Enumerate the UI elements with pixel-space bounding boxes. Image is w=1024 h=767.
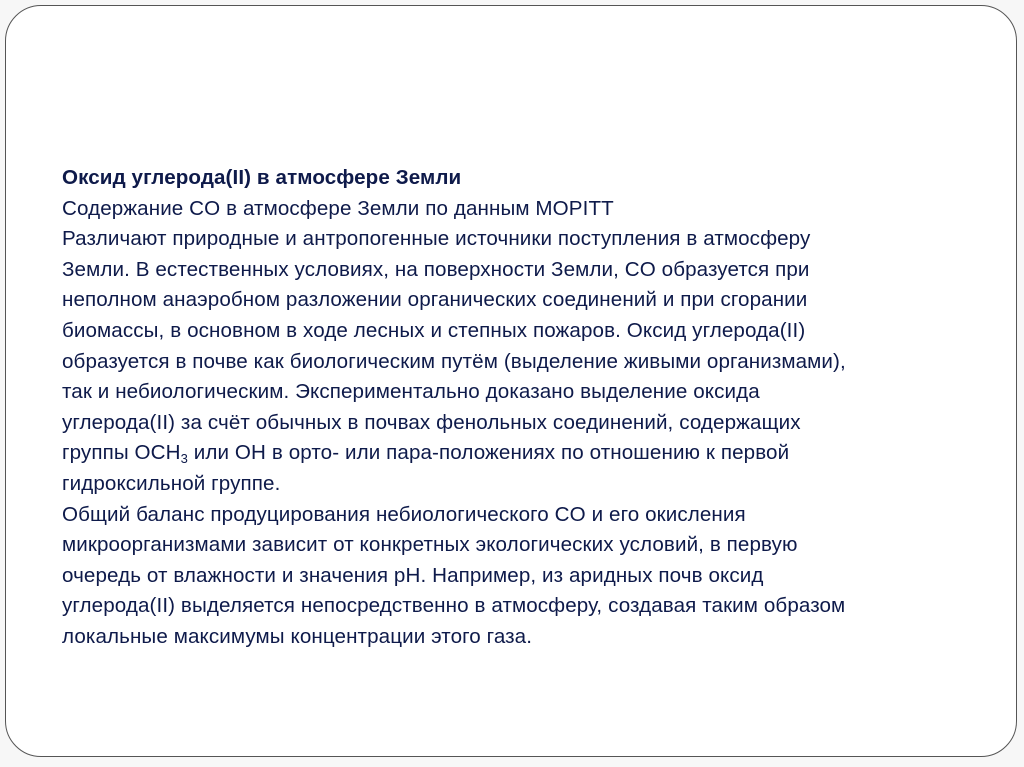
formula-text-before: группы OCH — [62, 441, 181, 465]
slide-content — [62, 163, 982, 653]
paragraph-line: Общий баланс продуцирования небиологического CO и его окисления — [62, 502, 746, 526]
paragraph-line: образуется в почве как биологическим путём (выделение живыми организмами), — [62, 349, 846, 373]
slide-subtitle: Содержание CO в атмосфере Земли по данным MOPITT — [62, 196, 614, 220]
paragraph-line: очередь от влажности и значения pH. Например, из аридных почв оксид — [62, 563, 764, 587]
paragraph-line: углерода(II) выделяется непосредственно в атмосферу, создавая таким образом — [62, 594, 846, 618]
formula-text-after: или OH в орто- или пара-положениях по отношению к первой — [187, 441, 790, 465]
paragraph-line: биомассы, в основном в ходе лесных и степных пожаров. Оксид углерода(II) — [62, 318, 806, 342]
slide-title: Оксид углерода(II) в атмосфере Земли — [62, 166, 462, 189]
paragraph-line: гидроксильной группе. — [62, 471, 281, 495]
paragraph-line: так и небиологическим. Экспериментально доказано выделение оксида — [62, 380, 760, 404]
formula-subscript: 3 — [180, 451, 188, 467]
paragraph-line: локальные максимумы концентрации этого газа. — [62, 624, 533, 648]
paragraph-line: Земли. В естественных условиях, на поверхности Земли, CO образуется при — [62, 257, 810, 281]
paragraph-line: углерода(II) за счёт обычных в почвах фенольных соединений, содержащих — [62, 410, 801, 434]
paragraph-line: Различают природные и антропогенные источники поступления в атмосферу — [62, 227, 811, 251]
formula-line — [62, 438, 982, 469]
paragraph-line: неполном анаэробном разложении органических соединений и при сгорании — [62, 288, 808, 312]
paragraph-line: микроорганизмами зависит от конкретных экологических условий, в первую — [62, 533, 798, 557]
